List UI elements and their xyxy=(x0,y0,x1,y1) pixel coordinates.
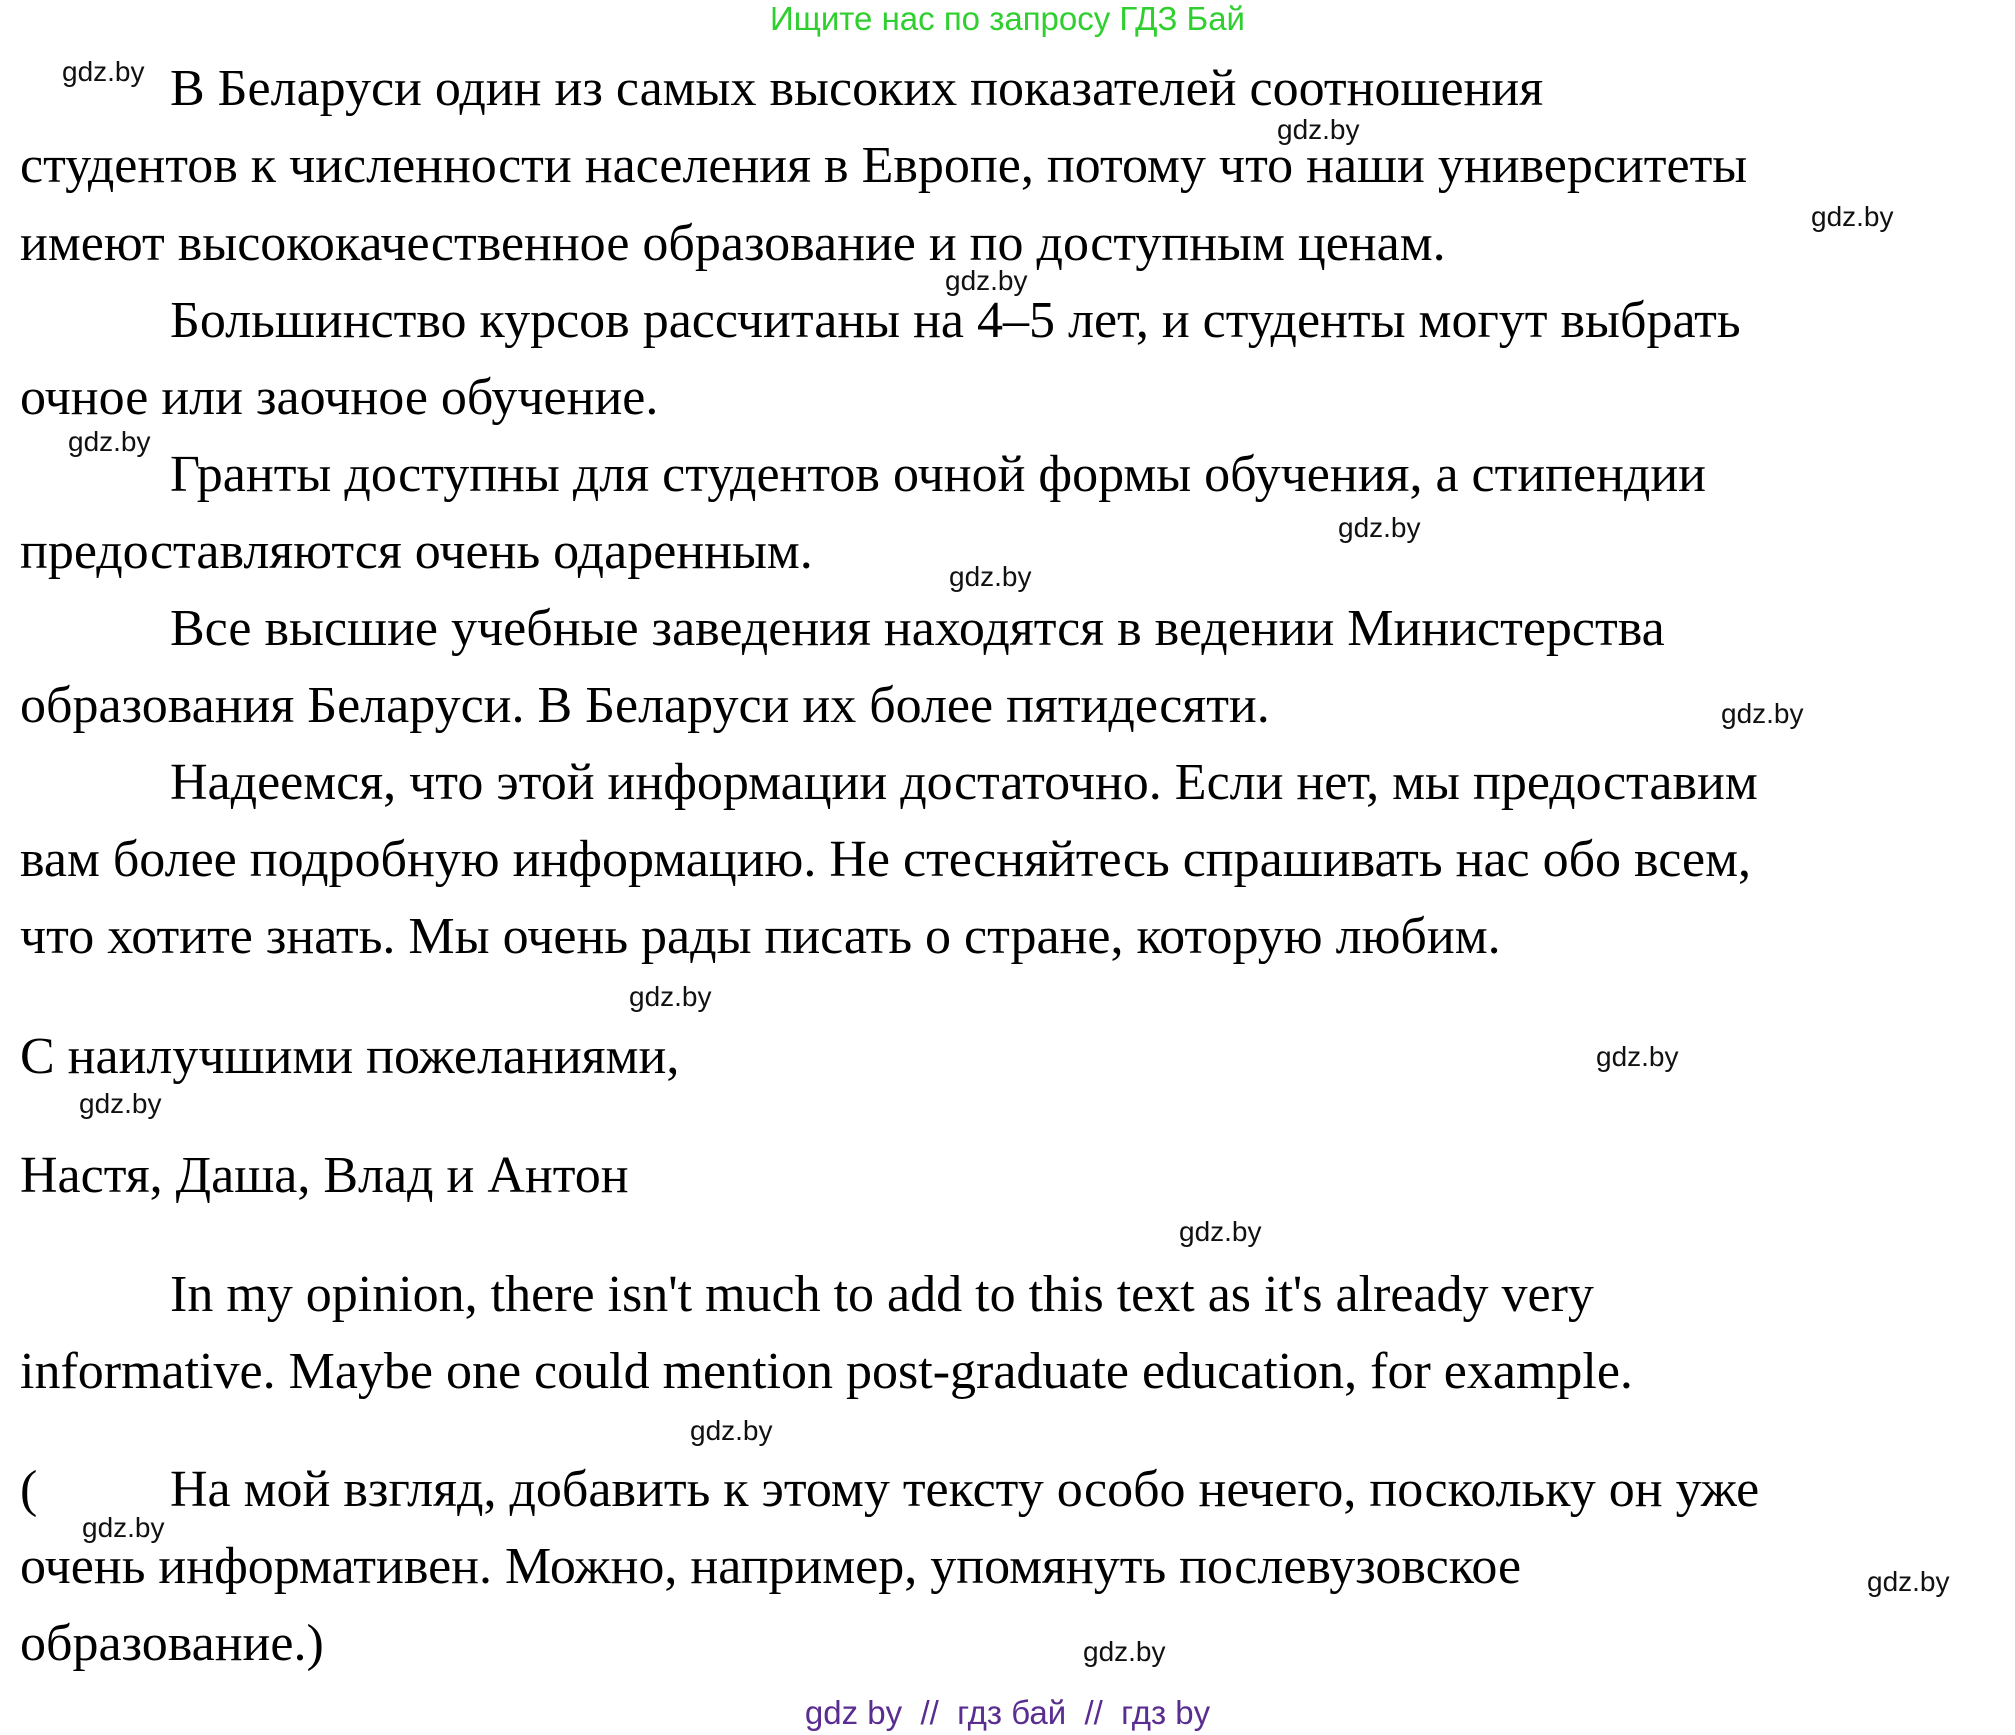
text-line: In my opinion, there isn't much to add to this text as it's already very xyxy=(170,1266,1594,1323)
watermark: gdz.by xyxy=(1811,201,1894,232)
text-line: образование.) xyxy=(20,1615,324,1672)
watermark: gdz.by xyxy=(68,426,151,457)
watermark: gdz.by xyxy=(1083,1636,1166,1667)
watermark: gdz.by xyxy=(1596,1041,1679,1072)
watermark: gdz.by xyxy=(690,1415,773,1446)
text-line: На мой взгляд, добавить к этому тексту особо нечего, поскольку он уже xyxy=(170,1461,1760,1518)
text-line: образования Беларуси. В Беларуси их более пятидесяти. xyxy=(20,677,1270,734)
watermark: gdz.by xyxy=(82,1512,165,1543)
text-line: очень информативен. Можно, например, упомянуть послевузовское xyxy=(20,1538,1522,1595)
text-line: Все высшие учебные заведения находятся в ведении Министерства xyxy=(170,600,1665,657)
watermark: gdz.by xyxy=(79,1088,162,1119)
text-line: informative. Maybe one could mention post-graduate education, for example. xyxy=(20,1343,1633,1400)
text-line: Надеемся, что этой информации достаточно. Если нет, мы предоставим xyxy=(170,754,1758,811)
watermark: gdz.by xyxy=(62,56,145,87)
footer-site-links[interactable]: gdz by // гдз бай // гдз by xyxy=(804,1694,1211,1731)
text-line: Большинство курсов рассчитаны на 4–5 лет, и студенты могут выбрать xyxy=(170,292,1741,349)
text-line: Гранты доступны для студентов очной формы обучения, а стипендии xyxy=(170,446,1707,503)
text-line: имеют высококачественное образование и по доступным ценам. xyxy=(20,215,1446,272)
text-line: студентов к численности населения в Европе, потому что наши университеты xyxy=(20,137,1748,194)
text-line: вам более подробную информацию. Не стесняйтесь спрашивать нас обо всем, xyxy=(20,831,1752,888)
signature-line: Настя, Даша, Влад и Антон xyxy=(20,1147,629,1204)
text-line: что хотите знать. Мы очень рады писать о стране, которую любим. xyxy=(20,908,1501,965)
watermark: gdz.by xyxy=(945,265,1028,296)
watermark: gdz.by xyxy=(1867,1566,1950,1597)
watermark: gdz.by xyxy=(1277,114,1360,145)
watermark: gdz.by xyxy=(1338,512,1421,543)
text-line: В Беларуси один из самых высоких показателей соотношения xyxy=(170,60,1544,117)
open-parenthesis: ( xyxy=(20,1461,38,1518)
text-line: очное или заочное обучение. xyxy=(20,369,659,426)
watermark: gdz.by xyxy=(1721,698,1804,729)
text-line: предоставляются очень одаренным. xyxy=(20,523,813,580)
watermark: gdz.by xyxy=(1179,1216,1262,1247)
watermark: gdz.by xyxy=(949,561,1032,592)
search-hint-banner: Ищите нас по запросу ГДЗ Бай xyxy=(770,0,1245,37)
closing-line: С наилучшими пожеланиями, xyxy=(20,1028,680,1085)
watermark: gdz.by xyxy=(629,981,712,1012)
